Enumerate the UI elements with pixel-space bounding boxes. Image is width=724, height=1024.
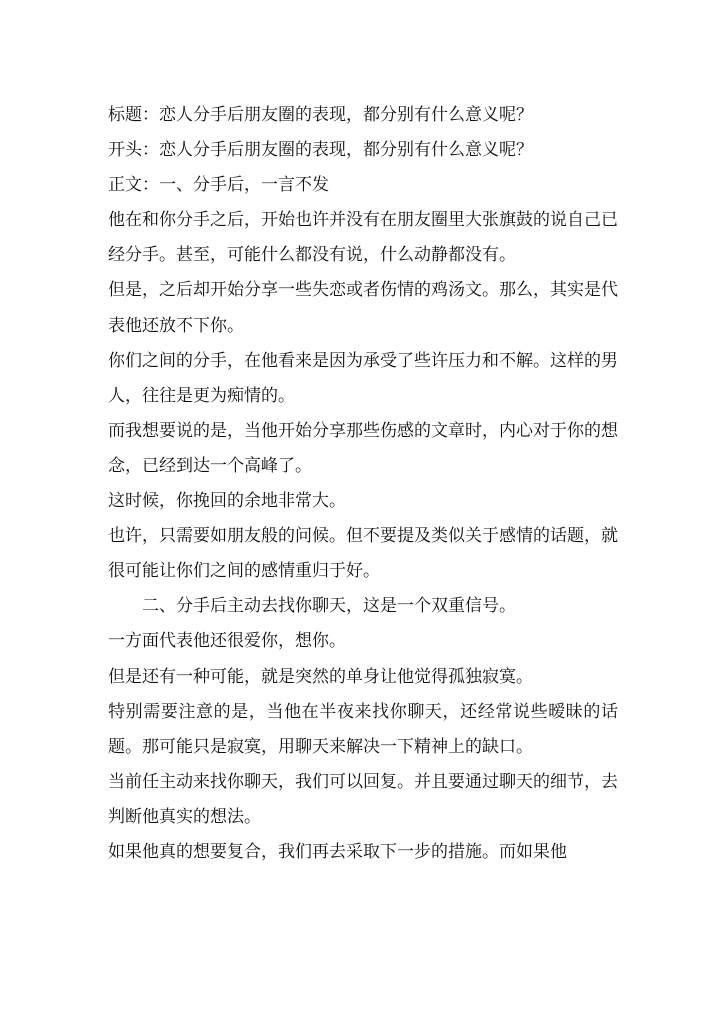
title-line: 标题：恋人分手后朋友圈的表现，都分别有什么意义呢？ bbox=[108, 105, 533, 125]
section-heading-2: 二、分手后主动去找你聊天，这是一个双重信号。 bbox=[142, 596, 516, 617]
paragraph: 如果他真的想要复合，我们再去采取下一步的措施。而如果他 bbox=[108, 841, 567, 862]
paragraph: 当前任主动来找你聊天，我们可以回复。并且要通过聊天的细节，去判断他真实的想法。 bbox=[108, 771, 618, 827]
paragraph: 但是，之后却开始分享一些失恋或者伤情的鸡汤文。那么，其实是代表他还放不下你。 bbox=[108, 280, 618, 336]
paragraph: 也许，只需要如朋友般的问候。但不要提及类似关于感情的话题，就很可能让你们之间的感情重归于好。 bbox=[108, 526, 618, 582]
paragraph: 一方面代表他还很爱你，想你。 bbox=[108, 631, 346, 652]
paragraph: 但是还有一种可能，就是突然的单身让他觉得孤独寂寞。 bbox=[108, 666, 533, 687]
paragraph: 你们之间的分手，在他看来是因为承受了些许压力和不解。这样的男人，往往是更为痴情的。 bbox=[108, 350, 618, 406]
opening-line: 开头：恋人分手后朋友圈的表现，都分别有什么意义呢？ bbox=[108, 140, 533, 161]
paragraph: 而我想要说的是，当他开始分享那些伤感的文章时，内心对于你的想念，已经到达一个高峰了。 bbox=[108, 420, 618, 476]
paragraph: 他在和你分手之后，开始也许并没有在朋友圈里大张旗鼓的说自己已经分手。甚至，可能什么都没有说，什么动静都没有。 bbox=[108, 210, 618, 266]
paragraph: 特别需要注意的是，当他在半夜来找你聊天，还经常说些暧昧的话题。那可能只是寂寞，用聊天来解决一下精神上的缺口。 bbox=[108, 701, 618, 757]
document-body bbox=[108, 98, 618, 870]
section-heading-1: 正文：一、分手后，一言不发 bbox=[108, 175, 329, 196]
paragraph: 这时候，你挽回的余地非常大。 bbox=[108, 491, 346, 512]
